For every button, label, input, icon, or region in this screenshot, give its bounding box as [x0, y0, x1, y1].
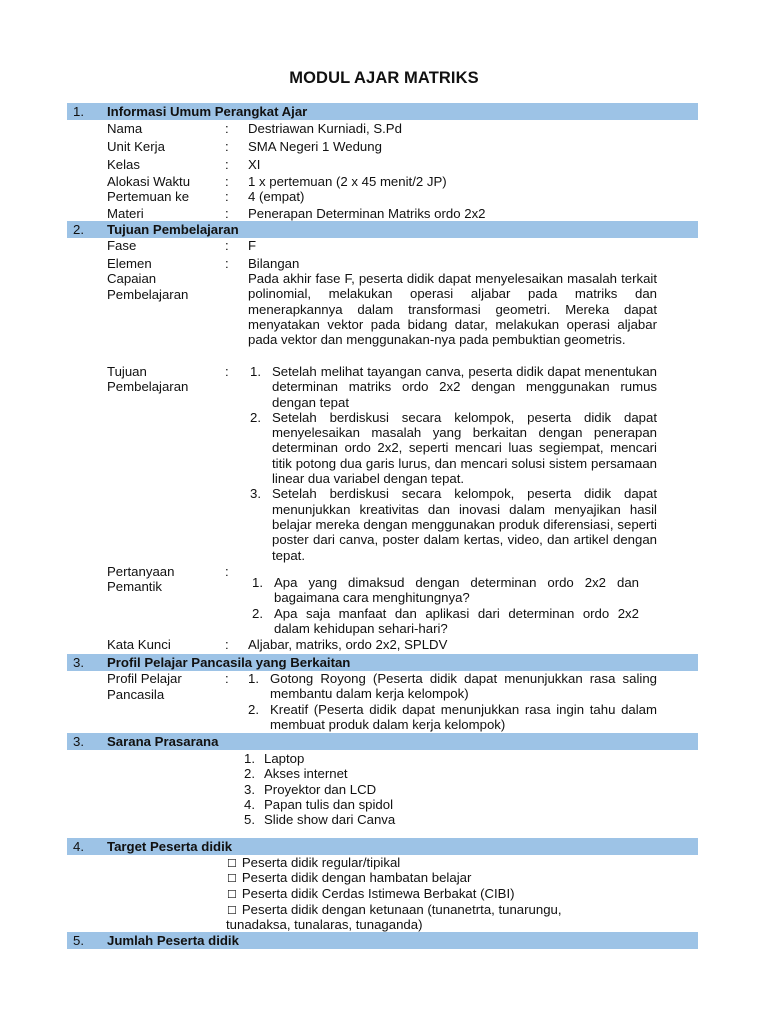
section-title: Sarana Prasarana [107, 734, 219, 749]
colon: : [225, 157, 229, 172]
label-alokasi-waktu: Alokasi Waktu [107, 174, 191, 189]
section-number: 5. [73, 933, 84, 948]
checkbox-icon: ☐ [227, 873, 237, 885]
checkbox-icon: ☐ [227, 905, 237, 917]
section-bar-jumlah-peserta [67, 932, 698, 949]
colon: : [225, 206, 229, 221]
target-item: ☐ Peserta didik Cerdas Istimewa Berbakat (CIBI) [227, 886, 515, 901]
colon: : [225, 637, 229, 652]
profil-list [248, 671, 657, 732]
colon: : [225, 121, 229, 136]
list-item: 1. Apa yang dimaksud dengan determinan ordo 2x2 dan bagaimana cara menghitungnya? [252, 575, 639, 606]
tujuan-list [250, 364, 657, 563]
list-item: 2. Akses internet [244, 766, 348, 782]
value-alokasi-waktu: 1 x pertemuan (2 x 45 menit/2 JP) [248, 174, 447, 189]
list-item: 2. Apa saja manfaat dan aplikasi dari determinan ordo 2x2 dalam kehidupan sehari-hari? [252, 605, 639, 636]
label-pancasila: Pancasila [107, 687, 165, 702]
checkbox-icon: ☐ [227, 858, 237, 870]
label-pembelajaran: Pembelajaran [107, 287, 189, 302]
section-bar-informasi-umum [67, 103, 698, 120]
list-item: 3. Setelah berdiskusi secara kelompok, peserta didik dapat menunjukkan kreativitas dan inovasi dalam menyajikan hasil belajar mereka dengan menggunakan produk diferensiasi, seperti poster dari canva, poster dalam kertas, video, dan artikel dengan tepat. [250, 486, 657, 563]
section-bar-sarana-prasarana [67, 733, 698, 750]
colon: : [225, 564, 229, 579]
value-unit-kerja: SMA Negeri 1 Wedung [248, 139, 382, 154]
label-profil-pelajar: Profil Pelajar [107, 671, 182, 686]
value-pertemuan-ke: 4 (empat) [248, 189, 305, 204]
section-title: Jumlah Peserta didik [107, 933, 239, 948]
list-item: 2. Kreatif (Peserta didik dapat menunjukkan rasa ingin tahu dalam membuat produk dalam kerja kelompok) [248, 701, 657, 732]
section-bar-profil-pelajar [67, 654, 698, 671]
value-kelas: XI [248, 157, 261, 172]
list-item: 2. Setelah berdiskusi secara kelompok, peserta didik dapat menyelesaikan masalah yang berkaitan dengan penerapan determinan ordo 2x2, seperti mencari luas segiempat, mencari titik potong dua garis lurus, dan mencari solusi sistem persamaan linear dua variabel dengan tepat. [250, 409, 657, 487]
document-title: MODUL AJAR MATRIKS [289, 69, 479, 87]
label-capaian: Capaian [107, 271, 157, 286]
section-bar-tujuan-pembelajaran [67, 221, 698, 238]
section-number: 2. [73, 222, 84, 237]
colon: : [225, 256, 229, 271]
section-title: Target Peserta didik [107, 839, 233, 854]
value-materi: Penerapan Determinan Matriks ordo 2x2 [248, 206, 486, 221]
value-kata-kunci: Aljabar, matriks, ordo 2x2, SPLDV [248, 637, 448, 652]
section-title: Tujuan Pembelajaran [107, 222, 239, 237]
label-kelas: Kelas [107, 157, 140, 172]
label-pertemuan-ke: Pertemuan ke [107, 189, 190, 204]
value-fase: F [248, 238, 257, 253]
target-item: ☐ Peserta didik dengan hambatan belajar [227, 870, 472, 885]
label-materi: Materi [107, 206, 144, 221]
sarana-list [244, 751, 564, 828]
colon: : [225, 139, 229, 154]
label-pertanyaan: Pertanyaan [107, 564, 175, 579]
label-kata-kunci: Kata Kunci [107, 637, 171, 652]
colon: : [225, 671, 229, 686]
target-item-continuation: tunadaksa, tunalaras, tunaganda) [226, 917, 423, 932]
section-title: Informasi Umum Perangkat Ajar [107, 104, 308, 119]
colon: : [225, 189, 229, 204]
label-unit-kerja: Unit Kerja [107, 139, 165, 154]
checkbox-icon: ☐ [227, 889, 237, 901]
colon: : [225, 364, 229, 379]
section-number: 4. [73, 839, 84, 854]
label-pemantik: Pemantik [107, 579, 162, 594]
label-elemen: Elemen [107, 256, 152, 271]
label-pembelajaran: Pembelajaran [107, 379, 189, 394]
list-item: 5. Slide show dari Canva [244, 812, 396, 828]
colon: : [225, 174, 229, 189]
section-number: 3. [73, 655, 84, 670]
label-nama: Nama [107, 121, 143, 136]
section-number: 1. [73, 104, 84, 119]
list-item: 1. Laptop [244, 751, 305, 766]
target-item: ☐ Peserta didik dengan ketunaan (tunanetrta, tunarungu, [227, 902, 562, 917]
pertanyaan-list [252, 575, 639, 636]
colon: : [225, 238, 229, 253]
label-tujuan: Tujuan [107, 364, 147, 379]
capaian-paragraph: Pada akhir fase F, peserta didik dapat menyelesaikan masalah terkait polinomial, melakukan operasi aljabar pada matriks dan menerapkannya dalam transformasi geometri. Mereka dapat menyatakan vektor pada bidang datar, melakukan operasi aljabar pada vektor dan menggunakan-nya pada pembuktian geometris. [248, 271, 657, 348]
list-item: 1. Gotong Royong (Peserta didik dapat menunjukkan rasa saling membantu dalam kerja kelompok) [248, 671, 657, 702]
list-item: 4. Papan tulis dan spidol [244, 796, 394, 812]
section-number: 3. [73, 734, 84, 749]
value-nama: Destriawan Kurniadi, S.Pd [248, 121, 402, 136]
value-elemen: Bilangan [248, 256, 300, 271]
list-item: 3. Proyektor dan LCD [244, 781, 377, 797]
list-item: 1. Setelah melihat tayangan canva, peserta didik dapat menentukan determinan matriks ordo 2x2 dengan menggunakan rumus dengan tepat [250, 364, 657, 410]
section-title: Profil Pelajar Pancasila yang Berkaitan [107, 655, 351, 670]
label-fase: Fase [107, 238, 137, 253]
section-bar-target-peserta [67, 838, 698, 855]
target-item: ☐ Peserta didik regular/tipikal [227, 855, 401, 870]
